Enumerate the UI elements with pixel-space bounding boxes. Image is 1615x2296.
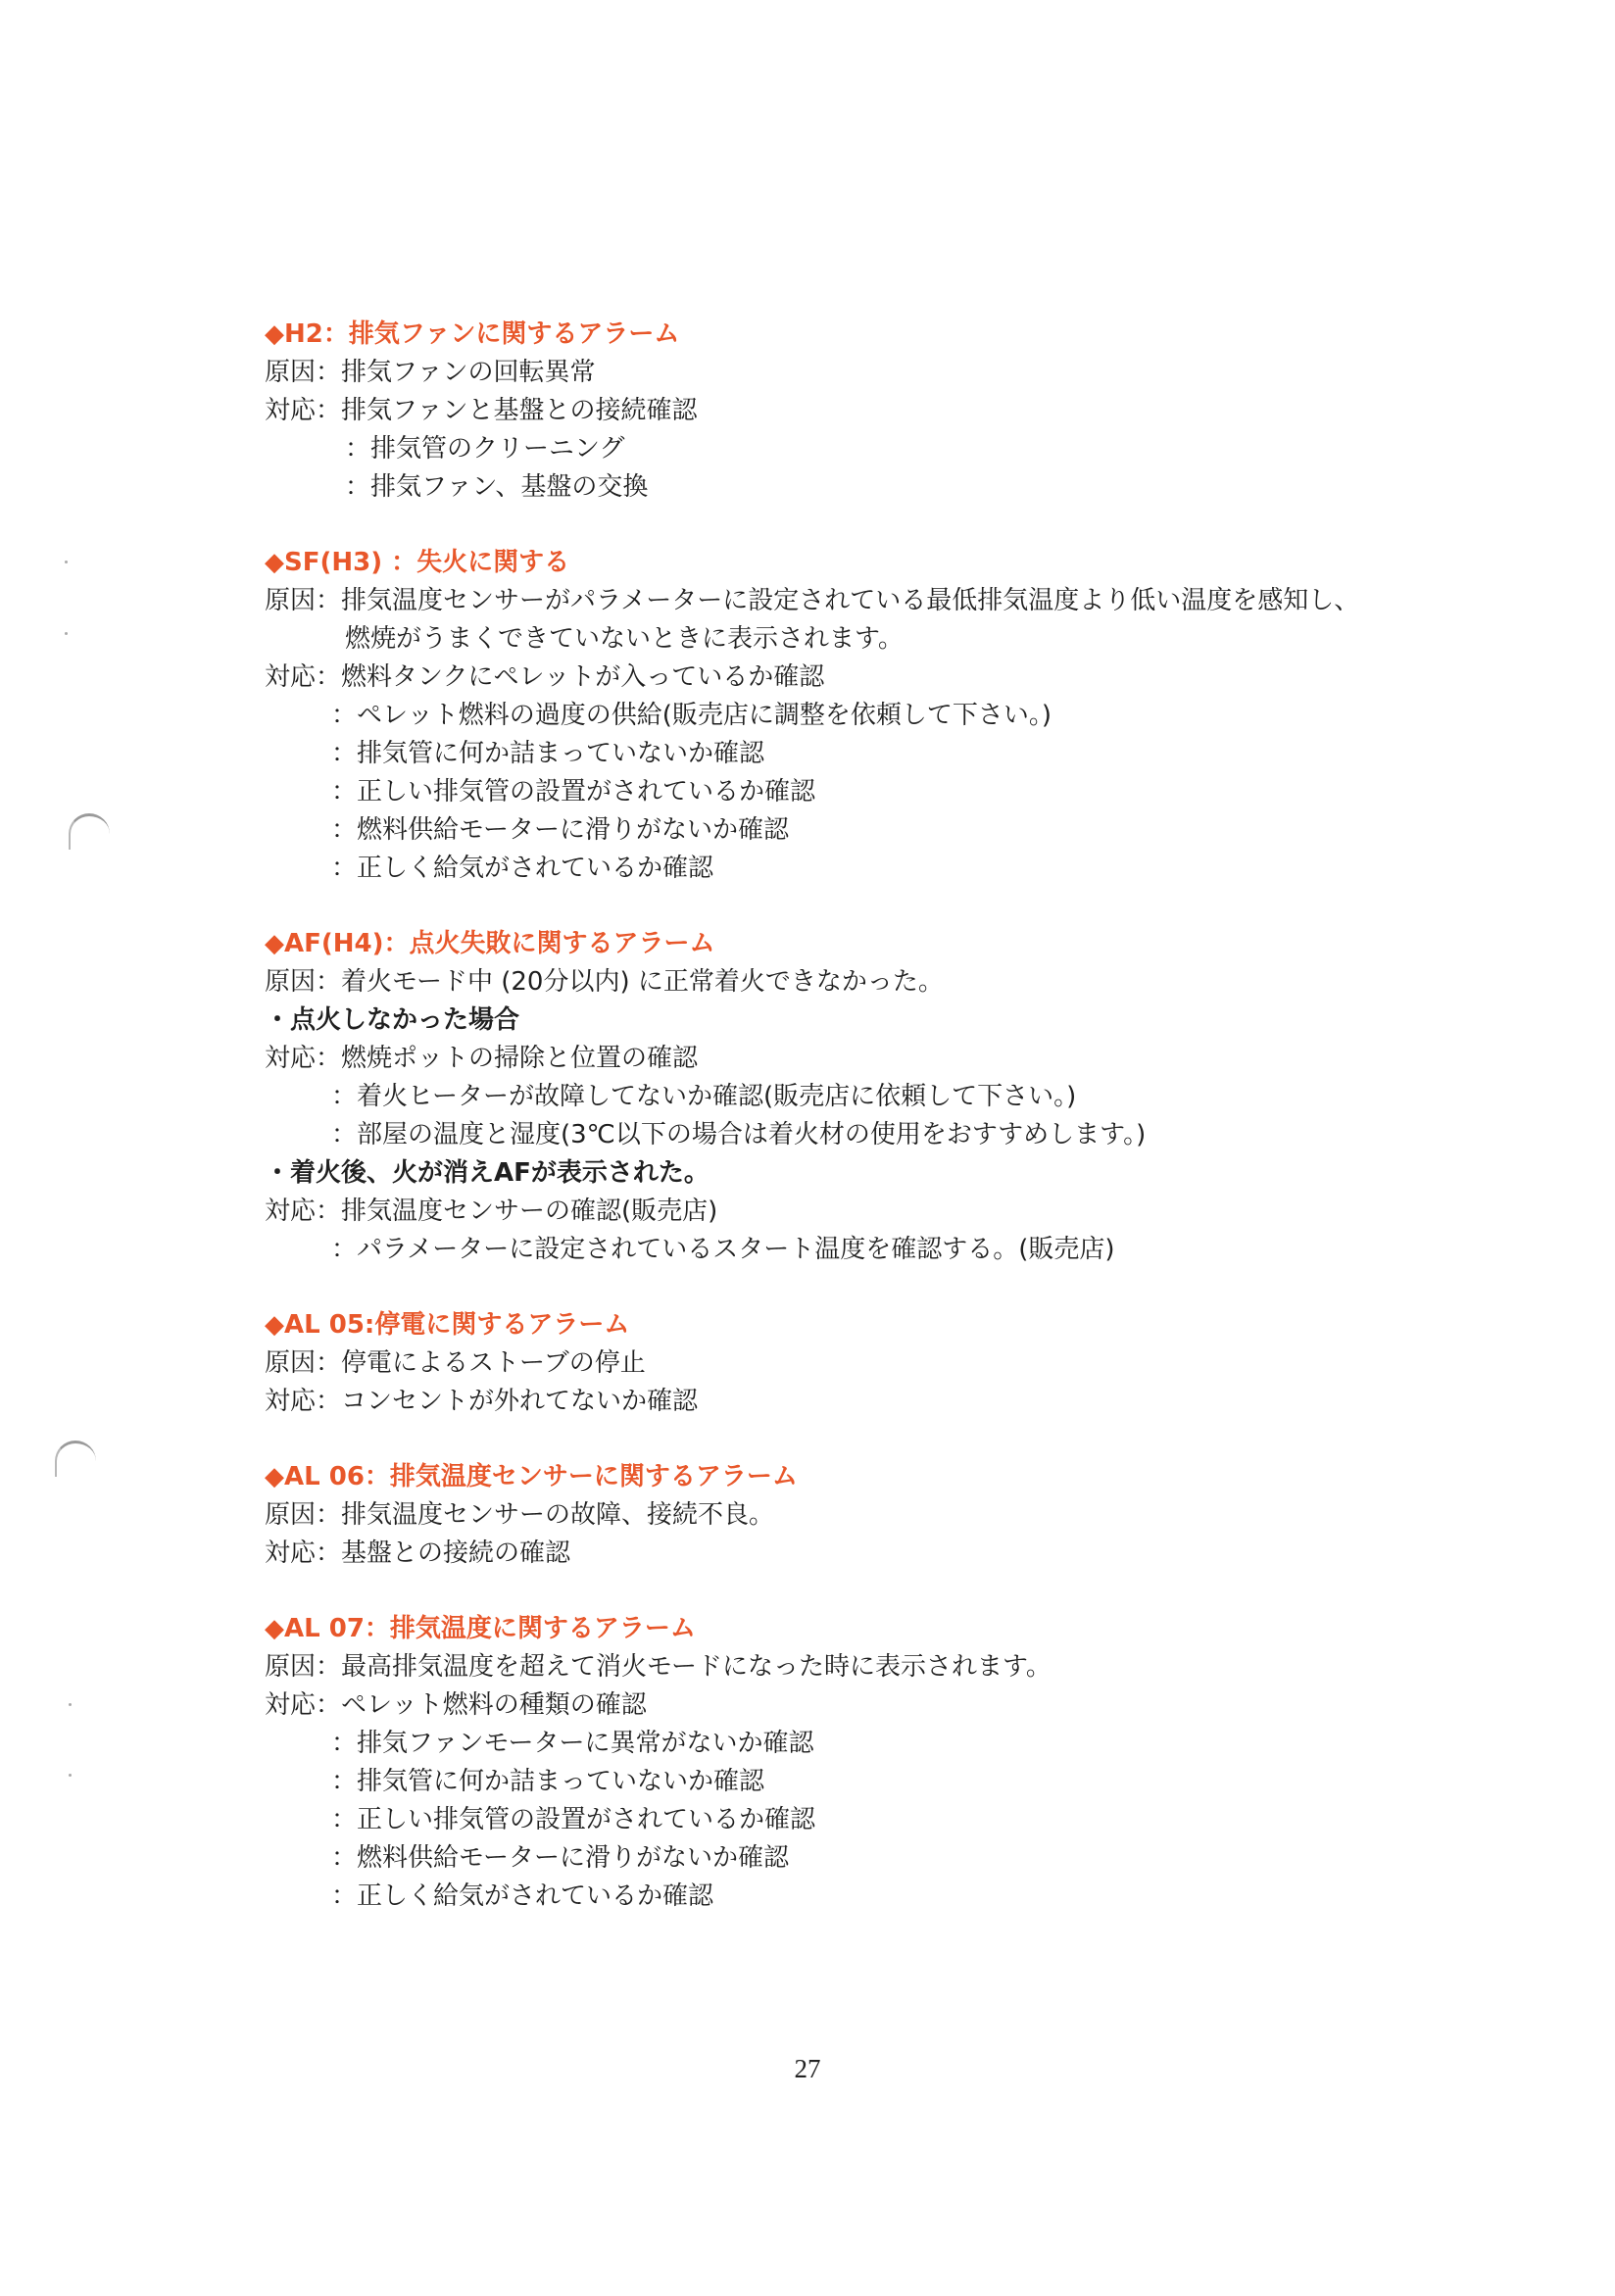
cause-line: 原因：排気ファンの回転異常 <box>265 358 596 387</box>
action-line: ：燃料供給モーターに滑りがないか確認 <box>331 1843 789 1873</box>
action-line: 対応：コンセントが外れてないか確認 <box>265 1387 699 1416</box>
punch-hole-mark <box>69 813 110 850</box>
action-line: ：正しく給気がされているか確認 <box>331 854 714 883</box>
action-line: ：正しい排気管の設置がされているか確認 <box>331 777 816 806</box>
case-subheading: ・着火後、火が消えAFが表示された。 <box>265 1158 710 1188</box>
cause-line: 原因：排気温度センサーがパラメーターに設定されている最低排気温度より低い温度を感知し、 <box>265 586 1360 615</box>
cause-line: 原因：停電によるストーブの停止 <box>265 1348 646 1378</box>
action-line: ：排気管のクリーニング <box>345 434 625 464</box>
action-line: 対応：排気ファンと基盤との接続確認 <box>265 396 698 425</box>
punch-hole-mark <box>55 1441 96 1477</box>
action-line: ：正しい排気管の設置がされているか確認 <box>331 1805 816 1834</box>
action-line: ：排気管に何か詰まっていないか確認 <box>331 739 765 768</box>
action-line: ：燃料供給モーターに滑りがないか確認 <box>331 815 789 845</box>
scan-speck <box>69 1703 72 1706</box>
section-heading: ◆AL 07：排気温度に関するアラーム <box>265 1614 696 1643</box>
action-line: ：パラメーターに設定されているスタート温度を確認する。(販売店) <box>331 1235 1115 1264</box>
action-line: ：排気管に何か詰まっていないか確認 <box>331 1767 765 1796</box>
scan-speck <box>65 632 68 635</box>
case-subheading: ・点火しなかった場合 <box>265 1005 520 1035</box>
cause-line-continued: 燃焼がうまくできていないときに表示されます。 <box>345 624 904 654</box>
section-heading: ◆SF(H3) ：失火に関する <box>265 548 570 577</box>
alarm-section-af <box>265 925 1470 1269</box>
alarm-section-al05 <box>265 1306 1470 1421</box>
action-line: 対応：ペレット燃料の種類の確認 <box>265 1690 647 1720</box>
alarm-section-h2 <box>265 316 1470 507</box>
action-line: 対応：排気温度センサーの確認(販売店) <box>265 1197 718 1226</box>
action-line: 対応：基盤との接続の確認 <box>265 1539 571 1568</box>
action-line: 対応：燃料タンクにペレットが入っているか確認 <box>265 662 825 692</box>
alarm-section-sf <box>265 544 1470 888</box>
scan-speck <box>65 561 68 563</box>
action-line: ：排気ファンモーターに異常がないか確認 <box>331 1729 814 1758</box>
action-line: 対応：燃焼ポットの掃除と位置の確認 <box>265 1044 699 1073</box>
page-number: 27 <box>794 2054 821 2083</box>
cause-line: 原因：着火モード中 (20分以内) に正常着火できなかった。 <box>265 967 944 997</box>
action-line: ：着火ヒーターが故障してないか確認(販売店に依頼して下さい。) <box>331 1082 1077 1111</box>
alarm-section-al06 <box>265 1458 1470 1573</box>
scan-speck <box>69 1774 72 1777</box>
alarm-list <box>265 316 1470 1916</box>
cause-line: 原因：排気温度センサーの故障、接続不良。 <box>265 1500 775 1530</box>
section-heading: ◆H2：排気ファンに関するアラーム <box>265 319 680 349</box>
section-heading: ◆AL 06：排気温度センサーに関するアラーム <box>265 1462 798 1491</box>
action-line: ：排気ファン、基盤の交換 <box>345 472 649 502</box>
section-heading: ◆AL 05:停電に関するアラーム <box>265 1310 630 1340</box>
alarm-section-al07 <box>265 1610 1470 1916</box>
action-line: ：正しく給気がされているか確認 <box>331 1881 714 1911</box>
section-heading: ◆AF(H4)：点火失敗に関するアラーム <box>265 929 715 958</box>
action-line: ：ペレット燃料の過度の供給(販売店に調整を依頼して下さい。) <box>331 701 1052 730</box>
cause-line: 原因：最高排気温度を超えて消火モードになった時に表示されます。 <box>265 1652 1052 1682</box>
action-line: ：部屋の温度と湿度(3℃以下の場合は着火材の使用をおすすめします。) <box>331 1120 1147 1149</box>
